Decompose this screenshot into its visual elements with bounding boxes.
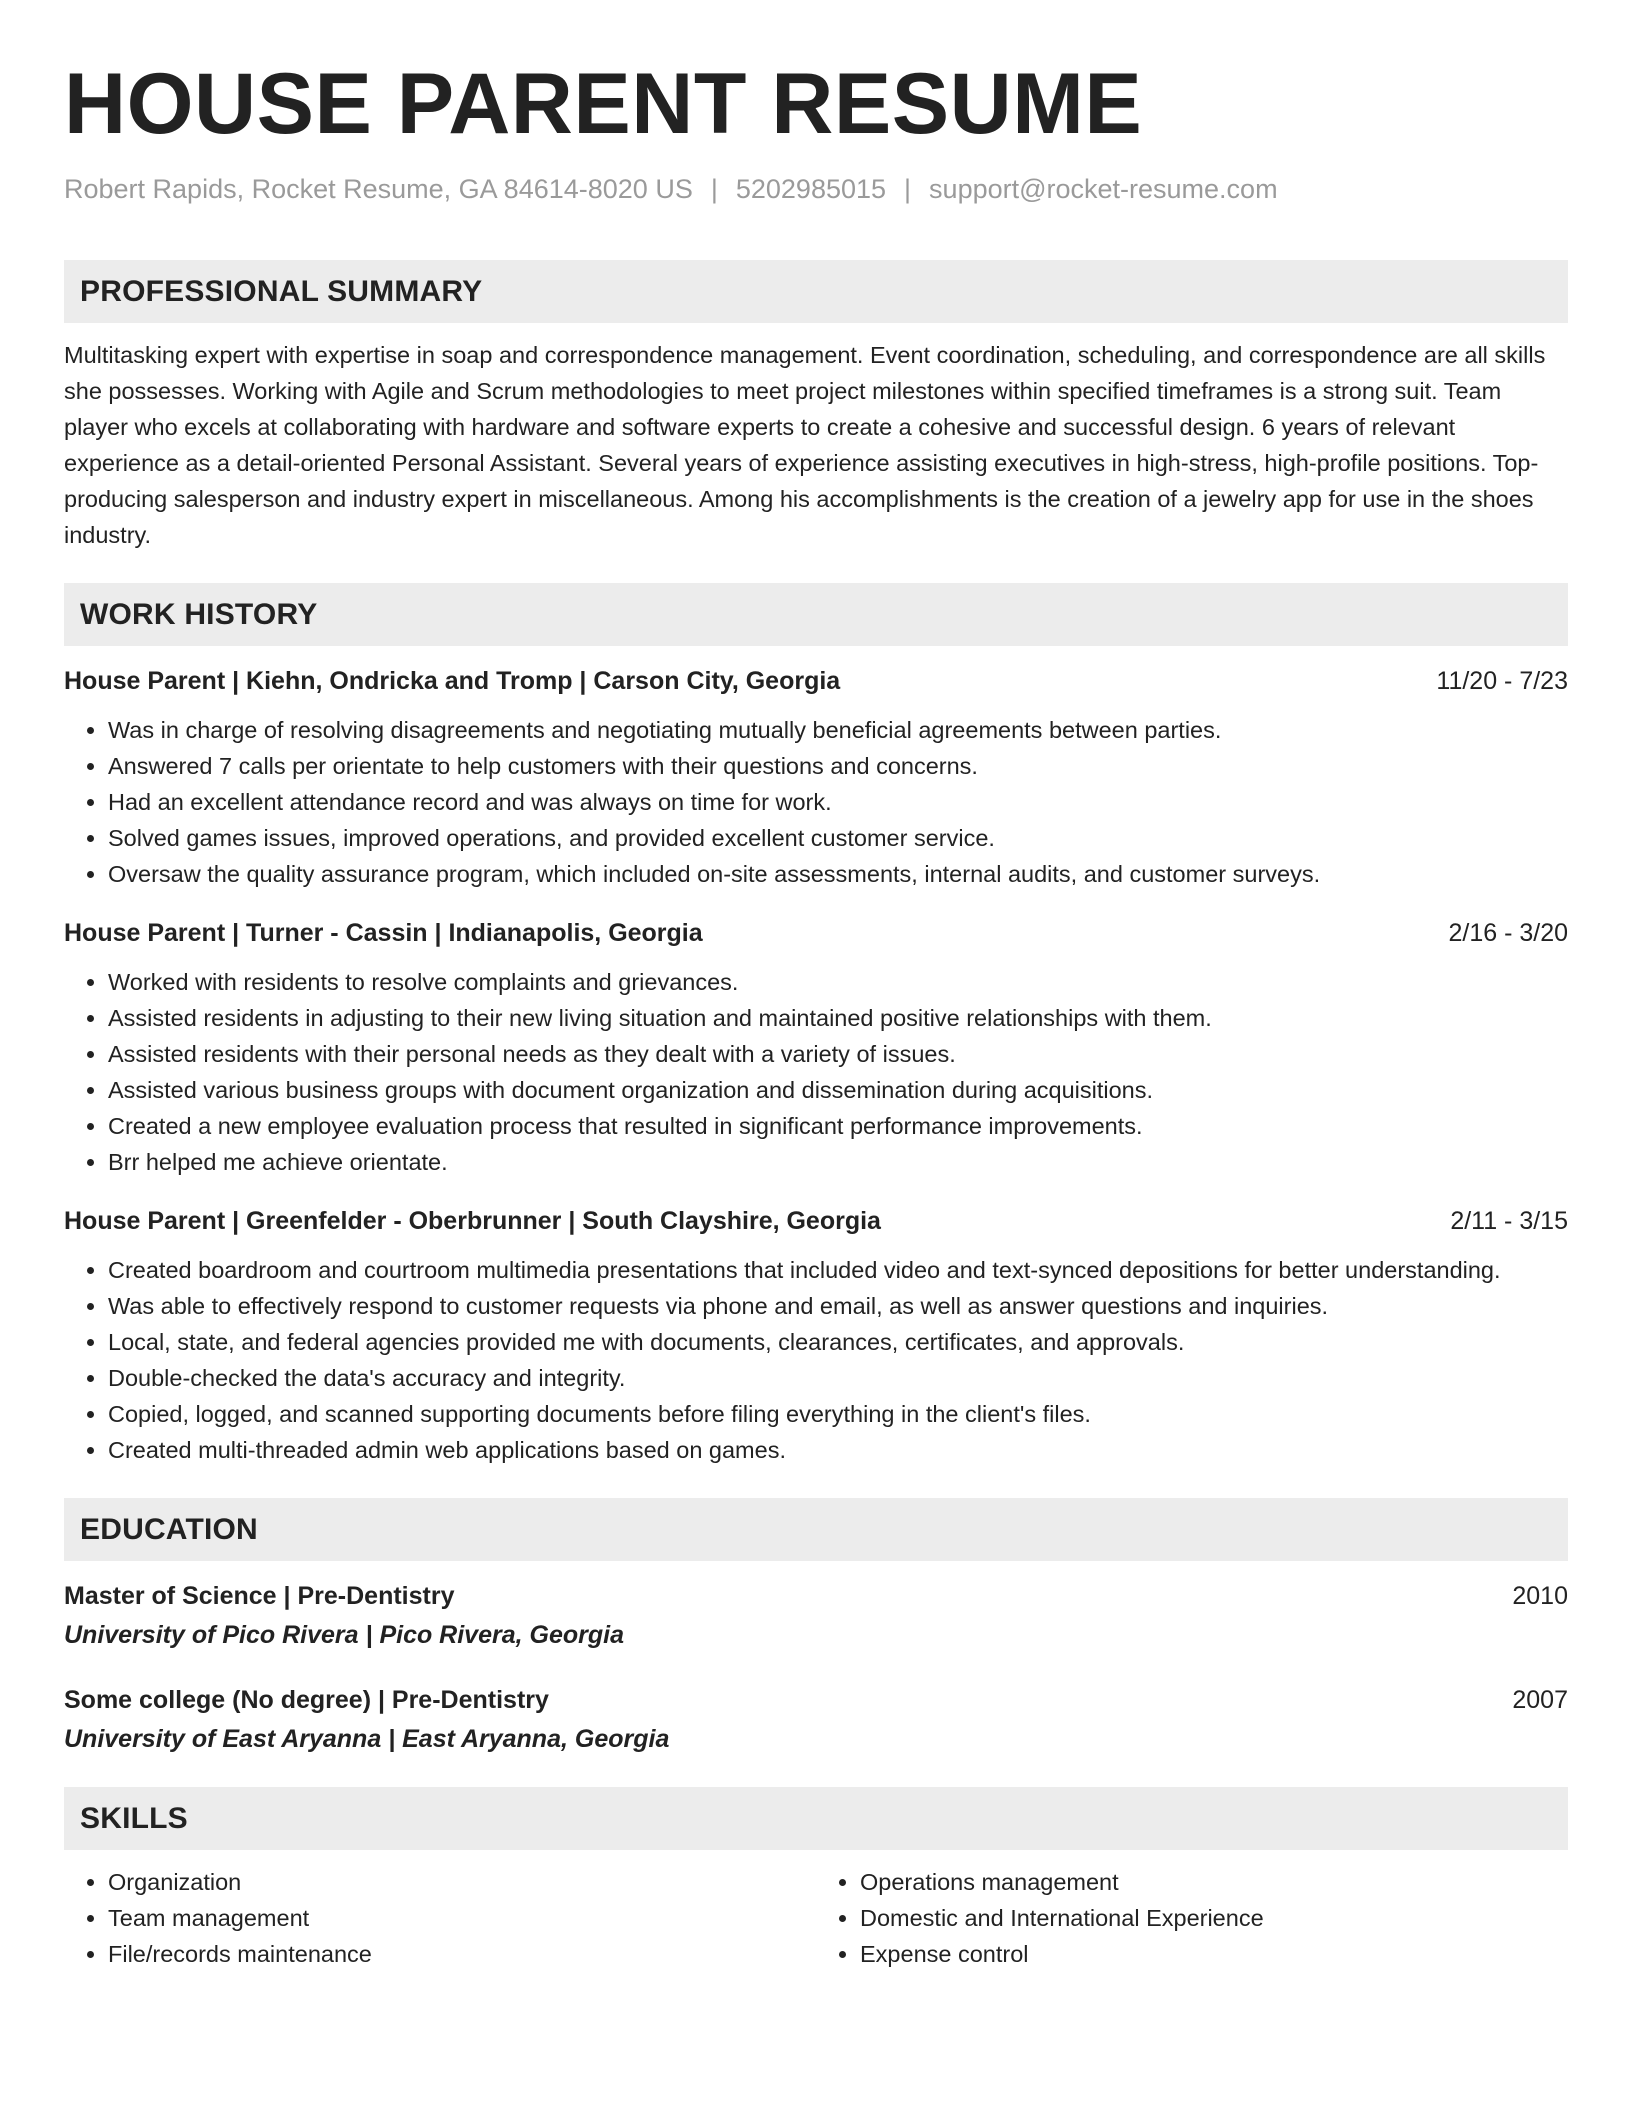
job-header bbox=[64, 916, 1568, 950]
skills-column-left bbox=[64, 1864, 816, 1972]
education-heading: EDUCATION bbox=[64, 1498, 1568, 1561]
summary-heading: PROFESSIONAL SUMMARY bbox=[64, 260, 1568, 323]
contact-email: support@rocket-resume.com bbox=[929, 174, 1278, 204]
education-year: 2007 bbox=[1512, 1686, 1568, 1714]
education-header bbox=[64, 1579, 1568, 1613]
skill-item: • Operations management bbox=[860, 1864, 1568, 1900]
education-school: University of Pico Rivera | Pico Rivera, Georgia bbox=[64, 1621, 624, 1649]
job-bullet: • Had an excellent attendance record and was always on time for work. bbox=[108, 784, 1568, 820]
job-dates: 2/11 - 3/15 bbox=[1450, 1207, 1568, 1235]
job-entry bbox=[64, 916, 1568, 1180]
resume-title: HOUSE PARENT RESUME bbox=[64, 56, 1143, 152]
education-header bbox=[64, 1683, 1568, 1717]
skills-heading: SKILLS bbox=[64, 1787, 1568, 1850]
job-bullet: • Brr helped me achieve orientate. bbox=[108, 1144, 1568, 1180]
job-title: House Parent | Turner - Cassin | Indianapolis, Georgia bbox=[64, 919, 703, 947]
job-bullet: • Was in charge of resolving disagreements and negotiating mutually beneficial agreements between parties. bbox=[108, 712, 1568, 748]
contact-phone: 5202985015 bbox=[735, 174, 887, 204]
contact-separator: | bbox=[710, 174, 718, 204]
education-entry bbox=[64, 1579, 1568, 1653]
job-title: House Parent | Greenfelder - Oberbrunner | South Clayshire, Georgia bbox=[64, 1207, 881, 1235]
contact-line bbox=[64, 172, 1568, 206]
contact-address: Robert Rapids, Rocket Resume, GA 84614-8020 US bbox=[64, 174, 693, 204]
skill-item: • Team management bbox=[108, 1900, 816, 1936]
skills-column-right bbox=[816, 1864, 1568, 1972]
job-entry bbox=[64, 1204, 1568, 1468]
skills-section bbox=[64, 1787, 1568, 1972]
job-bullets bbox=[64, 1252, 1568, 1468]
summary-section bbox=[64, 260, 1568, 553]
job-bullet: • Created boardroom and courtroom multimedia presentations that included video and text-synced depositions for better understanding. bbox=[108, 1252, 1568, 1288]
job-header bbox=[64, 664, 1568, 698]
education-year: 2010 bbox=[1512, 1582, 1568, 1610]
job-bullet: • Assisted residents with their personal needs as they dealt with a variety of issues. bbox=[108, 1036, 1568, 1072]
job-bullet: • Solved games issues, improved operations, and provided excellent customer service. bbox=[108, 820, 1568, 856]
education-entry bbox=[64, 1683, 1568, 1757]
job-entry bbox=[64, 664, 1568, 892]
skill-item: • Expense control bbox=[860, 1936, 1568, 1972]
job-bullets bbox=[64, 712, 1568, 892]
skill-item: • Organization bbox=[108, 1864, 816, 1900]
job-bullet: • Assisted various business groups with document organization and dissemination during acquisitions. bbox=[108, 1072, 1568, 1108]
skills-list bbox=[64, 1864, 1568, 1972]
summary-text: Multitasking expert with expertise in soap and correspondence management. Event coordination, scheduling, and correspondence are all skills she possesses. Working with Agile and Scrum methodologies to meet project milestones within specified timeframes is a strong suit. Team player who excels at collaborating with hardware and software experts to create a cohesive and successful design. 6 years of relevant experience as a detail-oriented Personal Assistant. Several years of experience assisting executives in high-stress, high-profile positions. Top-producing salesperson and industry expert in miscellaneous. Among his accomplishments is the creation of a jewelry app for use in the shoes industry. bbox=[64, 342, 1546, 548]
job-bullet: • Assisted residents in adjusting to their new living situation and maintained positive relationships with them. bbox=[108, 1000, 1568, 1036]
job-bullets bbox=[64, 964, 1568, 1180]
job-bullet: • Answered 7 calls per orientate to help customers with their questions and concerns. bbox=[108, 748, 1568, 784]
education-section bbox=[64, 1498, 1568, 1757]
job-bullet: • Local, state, and federal agencies provided me with documents, clearances, certificates, and approvals. bbox=[108, 1324, 1568, 1360]
job-dates: 11/20 - 7/23 bbox=[1436, 667, 1568, 695]
education-degree: Master of Science | Pre-Dentistry bbox=[64, 1582, 455, 1610]
contact-separator: | bbox=[904, 174, 912, 204]
job-bullet: • Created multi-threaded admin web applications based on games. bbox=[108, 1432, 1568, 1468]
skill-item: • File/records maintenance bbox=[108, 1936, 816, 1972]
job-bullet: • Double-checked the data's accuracy and integrity. bbox=[108, 1360, 1568, 1396]
job-dates: 2/16 - 3/20 bbox=[1448, 919, 1568, 947]
job-bullet: • Was able to effectively respond to customer requests via phone and email, as well as answer questions and inquiries. bbox=[108, 1288, 1568, 1324]
education-degree: Some college (No degree) | Pre-Dentistry bbox=[64, 1686, 549, 1714]
job-header bbox=[64, 1204, 1568, 1238]
skill-item: • Domestic and International Experience bbox=[860, 1900, 1568, 1936]
education-school: University of East Aryanna | East Aryanna, Georgia bbox=[64, 1725, 670, 1753]
job-bullet: • Copied, logged, and scanned supporting documents before filing everything in the client's files. bbox=[108, 1396, 1568, 1432]
job-bullet: • Created a new employee evaluation process that resulted in significant performance improvements. bbox=[108, 1108, 1568, 1144]
job-bullet: • Oversaw the quality assurance program, which included on-site assessments, internal audits, and customer surveys. bbox=[108, 856, 1568, 892]
work-history-heading: WORK HISTORY bbox=[64, 583, 1568, 646]
work-history-section bbox=[64, 583, 1568, 1468]
job-bullet: • Worked with residents to resolve complaints and grievances. bbox=[108, 964, 1568, 1000]
job-title: House Parent | Kiehn, Ondricka and Tromp | Carson City, Georgia bbox=[64, 667, 841, 695]
